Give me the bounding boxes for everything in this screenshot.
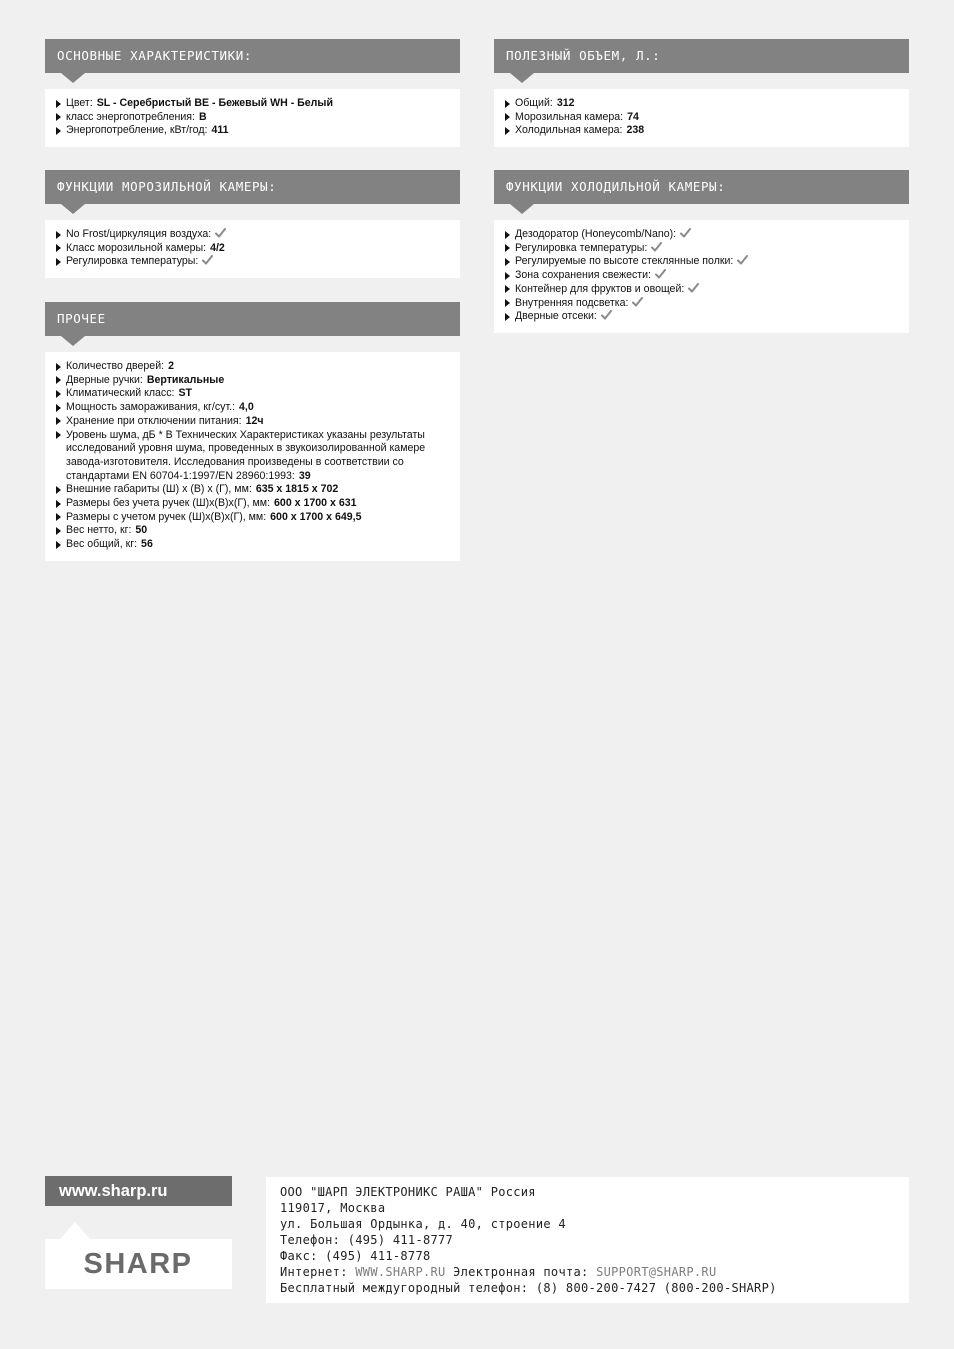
spec-item — [505, 255, 899, 269]
triangle-bullet-icon — [56, 390, 61, 398]
section-header — [45, 170, 460, 204]
spec-label: Регулировка температуры: — [66, 255, 199, 268]
header-notch — [61, 336, 85, 346]
triangle-bullet-icon — [505, 258, 510, 266]
spec-label: Класс морозильной камеры: — [66, 241, 207, 254]
spec-item — [56, 387, 450, 401]
email-address[interactable]: SUPPORT@SHARP.RU — [596, 1265, 717, 1279]
section-freezer-functions — [45, 170, 460, 278]
spec-value: 50 — [135, 524, 148, 537]
spec-value: 4/2 — [210, 241, 225, 254]
triangle-bullet-icon — [56, 527, 61, 535]
spec-item — [505, 97, 899, 111]
spec-label: Регулируемые по высоте стеклянные полки: — [515, 255, 734, 268]
triangle-bullet-icon — [505, 244, 510, 252]
spec-label: Контейнер для фруктов и овощей: — [515, 282, 685, 295]
spec-label: Мощность замораживания, кг/сут.: — [66, 401, 236, 414]
spec-label: Вес общий, кг: — [66, 538, 138, 551]
spec-item — [56, 360, 450, 374]
spec-value: SL - Серебристый BE - Бежевый WH - Белый — [96, 97, 333, 109]
spec-value: B — [198, 110, 207, 123]
triangle-bullet-icon — [56, 376, 61, 384]
spec-label: Уровень шума, дБ * В Технических Характеристиках указаны результаты исследований уровня шума, проведенных в звукоизолированной камере завода-изготовителя. Исследования произведены в соответствии со стандартами EN 60704-1:1997/EN 28960:1993: — [66, 428, 426, 482]
section-header — [494, 39, 909, 73]
spec-label: класс энергопотребления: — [66, 110, 195, 123]
section-header — [494, 170, 909, 204]
spec-label: Количество дверей: — [66, 360, 165, 372]
section-title: ОСНОВНЫЕ ХАРАКТЕРИСТИКИ: — [57, 48, 253, 63]
triangle-bullet-icon — [505, 272, 510, 280]
email-label: Электронная почта: — [453, 1265, 589, 1279]
spec-item — [56, 242, 450, 256]
spec-value: 312 — [556, 97, 575, 109]
spec-value: 39 — [298, 469, 311, 482]
check-icon — [688, 283, 699, 293]
spec-item — [505, 242, 899, 256]
triangle-bullet-icon — [56, 100, 61, 108]
spec-label: No Frost/циркуляция воздуха: — [66, 228, 212, 240]
spec-label: Дверные ручки: — [66, 373, 143, 386]
spec-item — [56, 124, 450, 138]
spec-value: 4,0 — [239, 401, 254, 414]
triangle-bullet-icon — [56, 404, 61, 412]
website-url[interactable]: www.sharp.ru — [59, 1182, 168, 1200]
triangle-bullet-icon — [505, 299, 510, 307]
spec-item — [505, 283, 899, 297]
spec-value: 635 x 1815 x 702 — [255, 483, 339, 496]
section-body — [494, 89, 909, 147]
section-other — [45, 302, 460, 561]
triangle-bullet-icon — [505, 231, 510, 239]
check-icon — [655, 269, 666, 279]
spec-value: 600 x 1700 x 649,5 — [270, 510, 362, 523]
spec-value: ST — [178, 387, 193, 400]
website-link[interactable] — [45, 1176, 232, 1206]
sharp-logo — [45, 1239, 232, 1289]
spec-item — [505, 124, 899, 138]
triangle-bullet-icon — [56, 258, 61, 266]
spec-item — [56, 483, 450, 497]
check-icon — [680, 228, 691, 238]
spec-item — [56, 401, 450, 415]
spec-item — [56, 524, 450, 538]
section-fridge-functions — [494, 170, 909, 333]
check-icon — [737, 255, 748, 265]
phone-number: Телефон: (495) 411-8777 — [280, 1233, 454, 1247]
spec-item — [56, 255, 450, 269]
triangle-bullet-icon — [56, 244, 61, 252]
triangle-bullet-icon — [505, 127, 510, 135]
spec-value: 74 — [627, 110, 639, 123]
section-body — [45, 220, 460, 278]
check-icon — [215, 228, 226, 238]
street-address: ул. Большая Ордынка, д. 40, строение 4 — [280, 1217, 566, 1231]
header-notch — [61, 73, 85, 83]
spec-value: 2 — [168, 360, 174, 372]
spec-label: Общий: — [515, 97, 553, 109]
spec-item — [56, 228, 450, 242]
section-main-characteristics — [45, 39, 460, 147]
internet-url[interactable]: WWW.SHARP.RU — [355, 1265, 446, 1279]
contact-info — [266, 1177, 909, 1303]
spec-label: Размеры с учетом ручек (Ш)х(В)х(Г), мм: — [66, 510, 267, 523]
triangle-bullet-icon — [505, 113, 510, 121]
section-body — [494, 220, 909, 333]
spec-label: Цвет: — [66, 97, 93, 109]
spec-item — [56, 374, 450, 388]
spec-value: Вертикальные — [146, 373, 225, 386]
fax-number: Факс: (495) 411-8778 — [280, 1249, 431, 1263]
section-title: ПОЛЕЗНЫЙ ОБЪЕМ, Л.: — [506, 48, 661, 63]
spec-label: Дверные отсеки: — [515, 310, 597, 323]
section-title: ФУНКЦИИ ХОЛОДИЛЬНОЙ КАМЕРЫ: — [506, 179, 726, 194]
spec-item — [505, 297, 899, 311]
triangle-bullet-icon — [56, 431, 61, 439]
spec-item — [56, 497, 450, 511]
spec-value: 411 — [211, 124, 229, 137]
free-phone: Бесплатный междугородный телефон: (8) 800-200-7427 (800-200-SHARP) — [280, 1281, 777, 1295]
spec-item — [505, 310, 899, 324]
spec-item — [56, 111, 450, 125]
spec-label: Морозильная камера: — [515, 110, 624, 123]
triangle-bullet-icon — [56, 113, 61, 121]
spec-label: Климатический класс: — [66, 387, 175, 400]
triangle-bullet-icon — [56, 500, 61, 508]
check-icon — [202, 255, 213, 265]
spec-item — [56, 415, 450, 429]
spec-label: Холодильная камера: — [515, 124, 623, 137]
check-icon — [601, 310, 612, 320]
company-name: ООО "ШАРП ЭЛЕКТРОНИКС РАША" Россия — [280, 1185, 536, 1199]
spec-item — [56, 538, 450, 552]
spec-item — [56, 429, 450, 484]
check-icon — [651, 242, 662, 252]
spec-label: Зона сохранения свежести: — [515, 269, 652, 282]
logo-text: SHARP — [83, 1248, 193, 1280]
spec-value: 56 — [141, 538, 153, 551]
section-header — [45, 39, 460, 73]
header-notch — [61, 204, 85, 214]
spec-label: Размеры без учета ручек (Ш)х(В)х(Г), мм: — [66, 497, 271, 510]
header-notch — [510, 73, 534, 83]
section-body — [45, 352, 460, 561]
spec-label: Хранение при отключении питания: — [66, 414, 242, 427]
spec-value: 600 x 1700 x 631 — [274, 497, 357, 510]
section-title: ФУНКЦИИ МОРОЗИЛЬНОЙ КАМЕРЫ: — [57, 179, 277, 194]
spec-label: Вес нетто, кг: — [66, 524, 132, 537]
triangle-bullet-icon — [505, 285, 510, 293]
section-body — [45, 89, 460, 147]
internet-label: Интернет: — [280, 1265, 348, 1279]
spec-item — [56, 97, 450, 111]
spec-label: Энергопотребление, кВт/год: — [66, 124, 208, 137]
triangle-bullet-icon — [56, 417, 61, 425]
spec-label: Внутренняя подсветка: — [515, 296, 629, 309]
postcode-city: 119017, Москва — [280, 1201, 386, 1215]
check-icon — [632, 297, 643, 307]
spec-item — [505, 228, 899, 242]
spec-item — [505, 111, 899, 125]
header-notch — [510, 204, 534, 214]
spec-label: Дезодоратор (Honeycomb/Nano): — [515, 228, 677, 240]
internet-line — [280, 1264, 909, 1280]
triangle-bullet-icon — [505, 313, 510, 321]
triangle-bullet-icon — [56, 231, 61, 239]
section-header — [45, 302, 460, 336]
section-useful-volume — [494, 39, 909, 147]
triangle-bullet-icon — [56, 541, 61, 549]
triangle-bullet-icon — [56, 363, 61, 371]
section-title: ПРОЧЕЕ — [57, 311, 106, 326]
triangle-bullet-icon — [56, 127, 61, 135]
triangle-bullet-icon — [56, 513, 61, 521]
triangle-bullet-icon — [56, 486, 61, 494]
logo-notch — [60, 1222, 90, 1239]
triangle-bullet-icon — [505, 100, 510, 108]
spec-item — [56, 511, 450, 525]
spec-label: Регулировка температуры: — [515, 241, 648, 254]
spec-value: 238 — [626, 124, 645, 137]
spec-label: Внешние габариты (Ш) х (В) х (Г), мм: — [66, 483, 252, 496]
spec-item — [505, 269, 899, 283]
spec-value: 12ч — [245, 414, 264, 427]
